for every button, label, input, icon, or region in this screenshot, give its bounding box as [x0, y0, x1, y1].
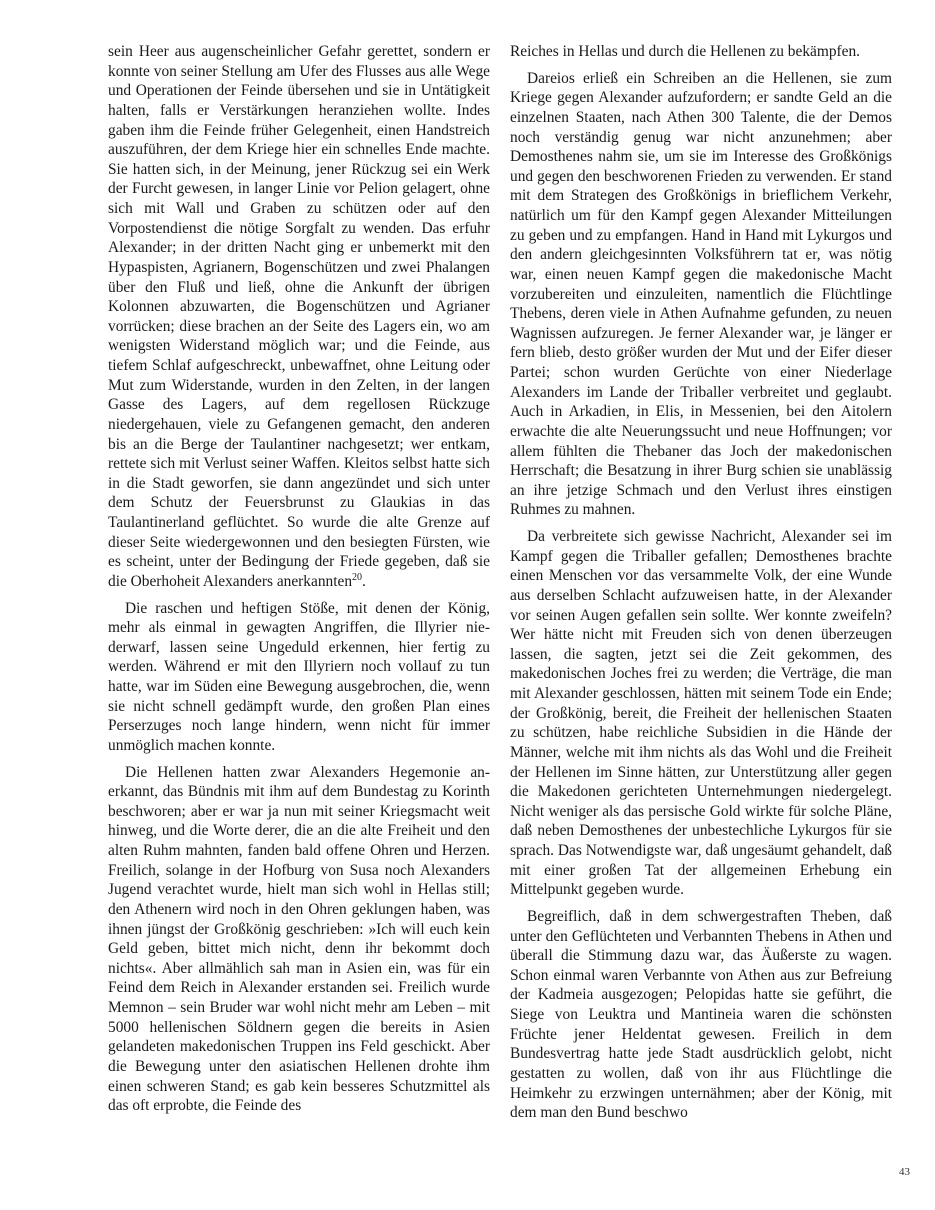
paragraph: Dareios erließ ein Schreiben an die Hellenen, sie zum Kriege gegen Alexander aufzufordern; er sandte Geld an die einzelnen Staaten, nach Athen 300 Talente, die der Demos noch verständig genug war nicht anzunehmen; aber Demosthenes nahm sie, um sie im Interesse des Großkönigs und gegen den beschworenen Frieden zu verwenden. Er stand mit dem Strategen des Großkönigs in brieflichem Verkehr, natürlich um für den Kampf gegen Alexander Mitteilungen zu geben und zu empfangen. Hand in Hand mit Lykurgos und den andern gleichgesinnten Volksführern tat er, was nötig war, einen neuen Kampf gegen die makedonische Macht vorzubereiten und einzuleiten, namentlich die Flüchtlinge Thebens, deren viele in Athen Aufnahme gefunden, zu neuen Wagnissen aufzuregen. Je ferner Alexander war, je länger er fern blieb, desto größer wurden der Mut und der Eifer dieser Partei; schon wurden Gerüchte von einer Niederlage Alexanders im Lande der Triballer verbreitet und geglaubt. Auch in Arkadien, in Elis, in Messenien, bei den Aitolern erwachte die alte Neuerungssucht und neue Hoffnungen; vor allem fühlten die Thebaner das Joch der makedonischen Herrschaft; die Besatzung in ihrer Burg schien sie unablässig an ihre jetzige Schmach und den Verlust ihres einstigen Ruhmes zu mahnen.	[510, 69, 892, 519]
paragraph: Da verbreitete sich gewisse Nachricht, Alexander sei im Kampf gegen die Triballer gefallen; Demosthenes brachte einen Menschen vor das versammelte Volk, der eine Wunde aus derselben Schlacht aufzuweisen hatte, in der Alexander vor seinen Augen gefallen sein sollte. Wer konnte zweifeln? Wer hätte nicht mit Freuden sich von denen überzeugen lassen, die sagten, jetzt sei die Zeit gekommen, des makedonischen Joches frei zu werden; die Verträge, die man mit Alexander geschlossen, hätten mit seinem Tode ein Ende; der Großkönig, bereit, die Freiheit der hellenischen Staaten zu schützen, habe reichliche Subsidien in die Hände der Männer, welche mit ihm nichts als das Wohl und die Freiheit der Hellenen im Sinne hätten, zur Unterstützung aller gegen die Makedonen gerichteten Unternehmungen niedergelegt. Nicht weniger als das persische Gold wirkte für solche Pläne, daß neben Demosthenes der unbestechliche Lykurgos für sie sprach. Das Notwendigste war, daß ungesäumt gehandelt, daß mit einer großen Tat der allgemeinen Erhebung ein Mittelpunkt gegeben wurde.	[510, 528, 892, 899]
page-number: 43	[899, 1166, 910, 1178]
paragraph: Begreiflich, daß in dem schwergestraften Theben, daß unter den Geflüchteten und Verbannten Thebens in Athen und überall die Stimmung dazu war, das Äußerste zu wagen. Schon einmal waren Verbannte von Athen aus zur Befreiung der Kadmeia ausgezogen; Pelopidas hatte sie geführt, die Siege von Leuktra und Mantineia waren die schönsten Früchte jener Heldentat gewesen. Freilich in dem Bundesvertrag hatte jede Stadt ausdrücklich gelobt, nicht gestatten zu wollen, daß von ihr aus Flüchtlinge die Heimkehr zu erzwingen unternähmen; aber der König, mit dem man den Bund beschwo	[510, 907, 892, 1122]
paragraph-end: .	[362, 572, 366, 590]
paragraph-text: sein Heer aus augenscheinlicher Gefahr gerettet, sondern er konnte von seiner Stellung am Ufer des Flusses aus alle Wege und Operationen der Feinde übersehen und sie in Untätigkeit halten, falls er Verstärkungen heranziehen wollte. Indes gaben ihm die Feinde früher Gelegenheit, einen Handstreich auszuführen, der dem Kriege hier ein schnelles Ende machte. Sie hatten sich, in der Meinung, jener Rückzug sei ein Werk der Furcht gewesen, in langer Linie vor Pelion gelagert, ohne sich mit Wall und Graben zu schützen oder auf den Vorpostendienst die nötige Sorgfalt zu wenden. Das erfuhr Alexander; in der dritten Nacht ging er unbemerkt mit den Hypaspisten, Agrianern, Bogenschützen und zwei Phalangen über den Fluß und ließ, ohne die Ankunft der übrigen Kolonnen abzuwarten, die Bogenschützen und Agrianer vorrücken; diese brachen an der Seite des Lagers ein, wo am wenigsten Widerstand möglich war; und die Feinde, aus tiefem Schlaf aufgeschreckt, unbewaffnet, ohne Leitung oder Mut zum Widerstande, wurden in den Zelten, in der langen Gasse des Lagers, auf dem regellosen Rückzuge niedergehauen, viele zu Gefangenen gemacht, den anderen bis an die Berge der Taulantiner nachgesetzt; wer entkam, rettete sich mit Verlust seiner Waffen. Kleitos selbst hatte sich in die Stadt geworfen, sie dann angezündet und sich unter dem Schutz der Feuersbrunst zu Glaukias in das Taulantinerland geflüchtet. So wurde die alte Grenze auf dieser Seite wiedergewonnen und den besiegten Fürsten, wie es scheint, unter der Bedingung der Friede gegeben, daß sie die Oberhoheit Alexanders anerkannten	[108, 43, 490, 590]
right-column	[510, 42, 892, 1123]
paragraph-continuation	[108, 42, 490, 592]
paragraph: Die Hellenen hatten zwar Alexanders Hegemonie anerkannt, das Bündnis mit ihm auf dem Bundestag zu Korinth beschworen; aber er war ja nun mit seiner Kriegsmacht weit hinweg, und die Worte derer, die an die alte Freiheit und den alten Ruhm mahnten, fanden bald offene Ohren und Herzen. Freilich, solange in der Hofburg von Susa noch Alexanders Jugend verachtet wurde, hielt man sich wohl in Hellas still; den Athenern wird noch in den Ohren geklungen haben, was ihnen jüngst der Großkönig geschrieben: »Ich will euch kein Geld geben, bittet mich nicht, denn ihr bekommt doch nichts«. Aber allmählich sah man in Asien ein, was für ein Feind dem Reich in Alexander erstanden sei. Freilich wurde Memnon – sein Bruder war wohl nicht mehr am Leben – mit 5000 hellenischen Söldnern gegen die bereits in Asien gelandeten makedonischen Truppen ins Feld geschickt. Aber die Bewegung unter den asiatischen Hellenen drohte ihm einen schweren Stand; es gab kein besseres Schutzmittel als das oft erprobte, die Feinde des	[108, 763, 490, 1115]
left-column	[108, 42, 490, 1116]
paragraph-continuation: Reiches in Hellas und durch die Hellenen zu bekämpfen.	[510, 43, 861, 60]
paragraph: Die raschen und heftigen Stöße, mit denen der König, mehr als einmal in gewagten Angriffen, die Illyrier niederwarf, lassen seine Ungeduld erkennen, hier fertig zu werden. Während er mit den Illyriern noch vollauf zu tun hatte, war im Süden eine Bewegung ausgebrochen, die, wenn sie nicht schnell gedämpft wurde, den großen Plan eines Perserzuges noch lange hindern, wenn nicht für immer unmöglich machen konnte.	[108, 599, 490, 754]
footnote-marker: 20	[352, 571, 363, 583]
book-page	[108, 42, 922, 1178]
